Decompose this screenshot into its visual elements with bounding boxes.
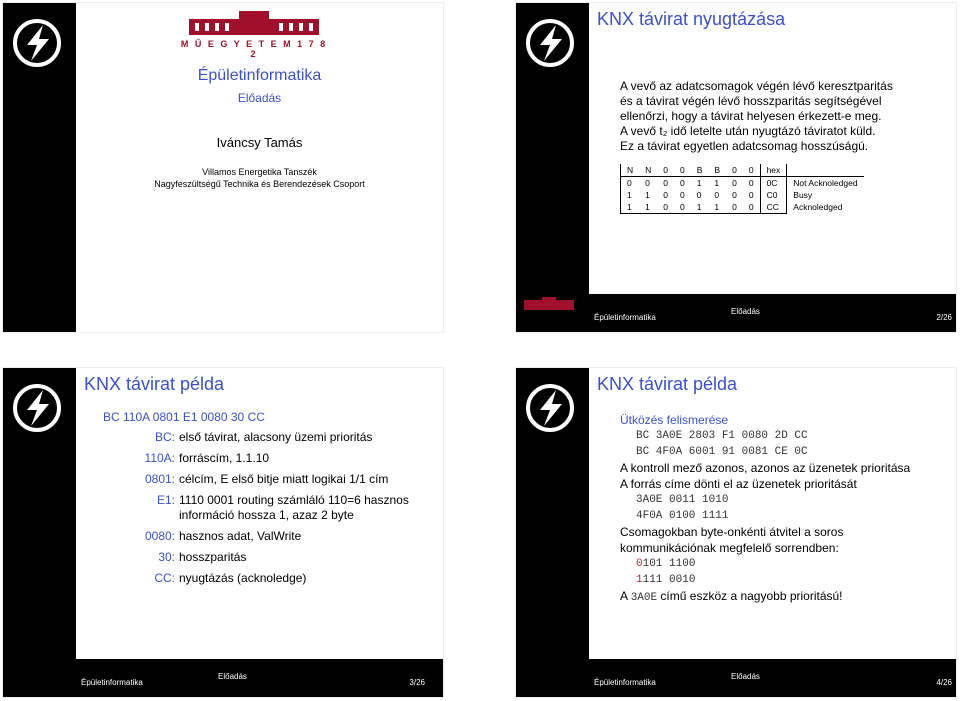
highlight-bit: 1 [636,574,643,586]
institution [76,166,443,190]
table-header-row [621,164,864,177]
field-value: célcím, E első bitje miatt logikai 1/1 cím [179,472,389,486]
table-cell: 0 [726,177,743,190]
header-cell: 0 [748,165,754,175]
university-logo-text: M Ű E G Y E T E M 1 7 8 2 [180,39,328,59]
footer-course: Épületinformatika [81,678,143,687]
text-line: A vevő t₂ idő letelte után nyugtázó táviratot küld. [620,124,876,138]
table-cell: C0 [760,189,787,201]
lightning-logo-icon [11,17,63,69]
presentation-title: Épületinformatika [197,67,322,84]
header-cell: B [714,165,721,175]
page-number: 3/26 [409,678,425,687]
bits-rest: 111 0010 [642,574,696,586]
text: A [620,589,631,603]
lightning-logo-icon [524,17,576,69]
field-key: 30: [158,550,175,564]
sidebar [3,3,76,332]
text-line: Ez a távirat egyetlen adatcsomag hosszúságú. [620,139,869,153]
text-line: A vevő az adatcsomagok végén lévő keresztparitás [620,79,893,93]
table-cell: 0 [732,190,737,200]
lightning-logo-icon [11,382,63,434]
field-key: 0801: [144,472,175,486]
table-cell: 1 [645,190,650,200]
slide-text [620,79,940,154]
table-cell: 0 [743,201,760,214]
table-cell: 1 [639,201,657,214]
table-cell: 1 [621,201,640,214]
footer-course: Épületinformatika [594,313,656,322]
table-cell: 0 [663,190,669,200]
table-cell: 0 [748,190,754,200]
slide-footer [3,659,443,697]
field-key: E1: [156,493,175,507]
table-cell: 0C [760,177,787,190]
address-code: 3A0E [630,592,658,604]
header-cell: N [645,165,652,175]
field-key: BC: [154,430,175,444]
slide-collision [516,368,956,697]
table-cell: 0 [657,177,674,190]
page-number: 4/26 [936,678,952,687]
table-cell: 1 [621,189,640,201]
field-value: 1110 0001 routing számláló 110=6 hasznos információ hossza 1, azaz 2 byte [179,493,409,522]
list-item [103,550,423,565]
text-line: és a távirat végén lévő hosszparitás segítségével [620,94,882,108]
slide-footer [516,294,956,332]
table-cell: 0 [743,177,760,190]
university-logo-icon [522,297,576,313]
table-row [621,201,864,214]
highlight-bit: 0 [636,558,643,570]
footer-course: Épületinformatika [594,678,656,687]
department: Villamos Energetika Tanszék [202,167,317,177]
conclusion [620,588,940,606]
text: című eszköz a nagyobb prioritású! [657,589,843,603]
header-cell: N [621,164,640,177]
group: Nagyfeszültségű Technika és Berendezések Csoport [154,179,365,189]
slide-title: KNX távirat példa [84,374,225,394]
header-cell: hex [760,164,787,177]
table-cell: 0 [696,190,702,200]
table-cell: 0 [639,177,657,190]
list-item [103,571,423,586]
paragraph: A forrás címe dönti el az üzenetek prioritását [620,477,857,491]
table-cell: 0 [714,190,720,200]
table-cell: 0 [621,177,640,190]
ack-table [620,164,864,214]
footer-subtitle: Előadás [218,672,247,681]
list-item [103,472,423,487]
field-list [103,430,423,592]
header-cell: B [696,165,703,175]
list-item [103,529,423,544]
paragraph: A kontroll mező azonos, azonos az üzenetek prioritása [620,461,911,475]
presentation-subtitle: Előadás [237,91,282,105]
sidebar [516,368,589,697]
field-value: nyugtázás (acknoledge) [179,571,307,585]
slide-example [3,368,443,697]
field-key: 0080: [144,529,175,543]
slide-header [76,368,443,408]
table-row [621,177,864,190]
table-cell: 1 [691,201,709,214]
slide-header [589,3,956,43]
bits-line [620,556,940,572]
paragraph: Csomagokban byte-onkénti átvitel a soros kommunikációnak megfelelő sorrendben: [620,525,844,555]
author: Iváncsy Tamás [216,135,303,150]
table-cell: Acknoledged [793,202,843,213]
table-cell: CC [760,201,787,214]
telegram-line: BC 110A 0801 E1 0080 30 CC [103,410,265,424]
table-cell: 0 [726,201,743,214]
field-value: első távirat, alacsony üzemi prioritás [179,430,373,444]
footer-subtitle: Előadás [731,672,760,681]
table-cell: 0 [657,201,674,214]
field-value: hasznos adat, ValWrite [179,529,302,543]
text-line: ellenőrzi, hogy a távirat helyesen érkezett-e meg. [620,109,882,123]
sidebar [516,3,589,332]
field-value: hosszparitás [179,550,247,564]
slide-title: KNX távirat példa [597,374,738,394]
slide-footer [516,659,956,697]
bits-line [620,572,940,588]
slide-ack [516,3,956,332]
field-value: forráscím, 1.1.10 [179,451,270,465]
field-key: 110A: [144,451,175,465]
sidebar [3,368,76,697]
code-line: BC 3A0E 2803 F1 0080 2D CC [636,430,808,442]
slide-header [589,368,956,408]
slide-title [3,3,443,332]
code-line: 3A0E 0011 1010 [636,494,729,506]
table-cell: 1 [708,201,726,214]
table-cell: 0 [674,177,691,190]
section-heading: Ütközés felismerése [620,413,729,427]
list-item [103,430,423,445]
table-cell: 0 [674,201,691,214]
list-item [103,493,423,523]
code-line: 4F0A 0100 1111 [636,510,729,522]
page-number: 2/26 [936,313,952,322]
list-item [103,451,423,466]
lightning-logo-icon [524,382,576,434]
table-cell: 1 [708,177,726,190]
code-line: BC 4F0A 6001 91 0081 CE 0C [636,446,808,458]
header-cell: 0 [680,165,685,175]
table-row [621,189,864,201]
slide-title: KNX távirat nyugtázása [597,9,786,29]
table-cell: Not Acknoledged [793,178,858,188]
header-cell [787,164,864,177]
header-cell: 0 [663,165,669,175]
bits-rest: 101 1100 [642,558,696,570]
table-cell: 1 [691,177,709,190]
table-cell: Busy [793,190,813,200]
field-key: CC: [154,571,175,585]
slide-text [620,412,940,606]
table-cell: 0 [680,190,685,200]
footer-subtitle: Előadás [731,307,760,316]
header-cell: 0 [732,165,737,175]
